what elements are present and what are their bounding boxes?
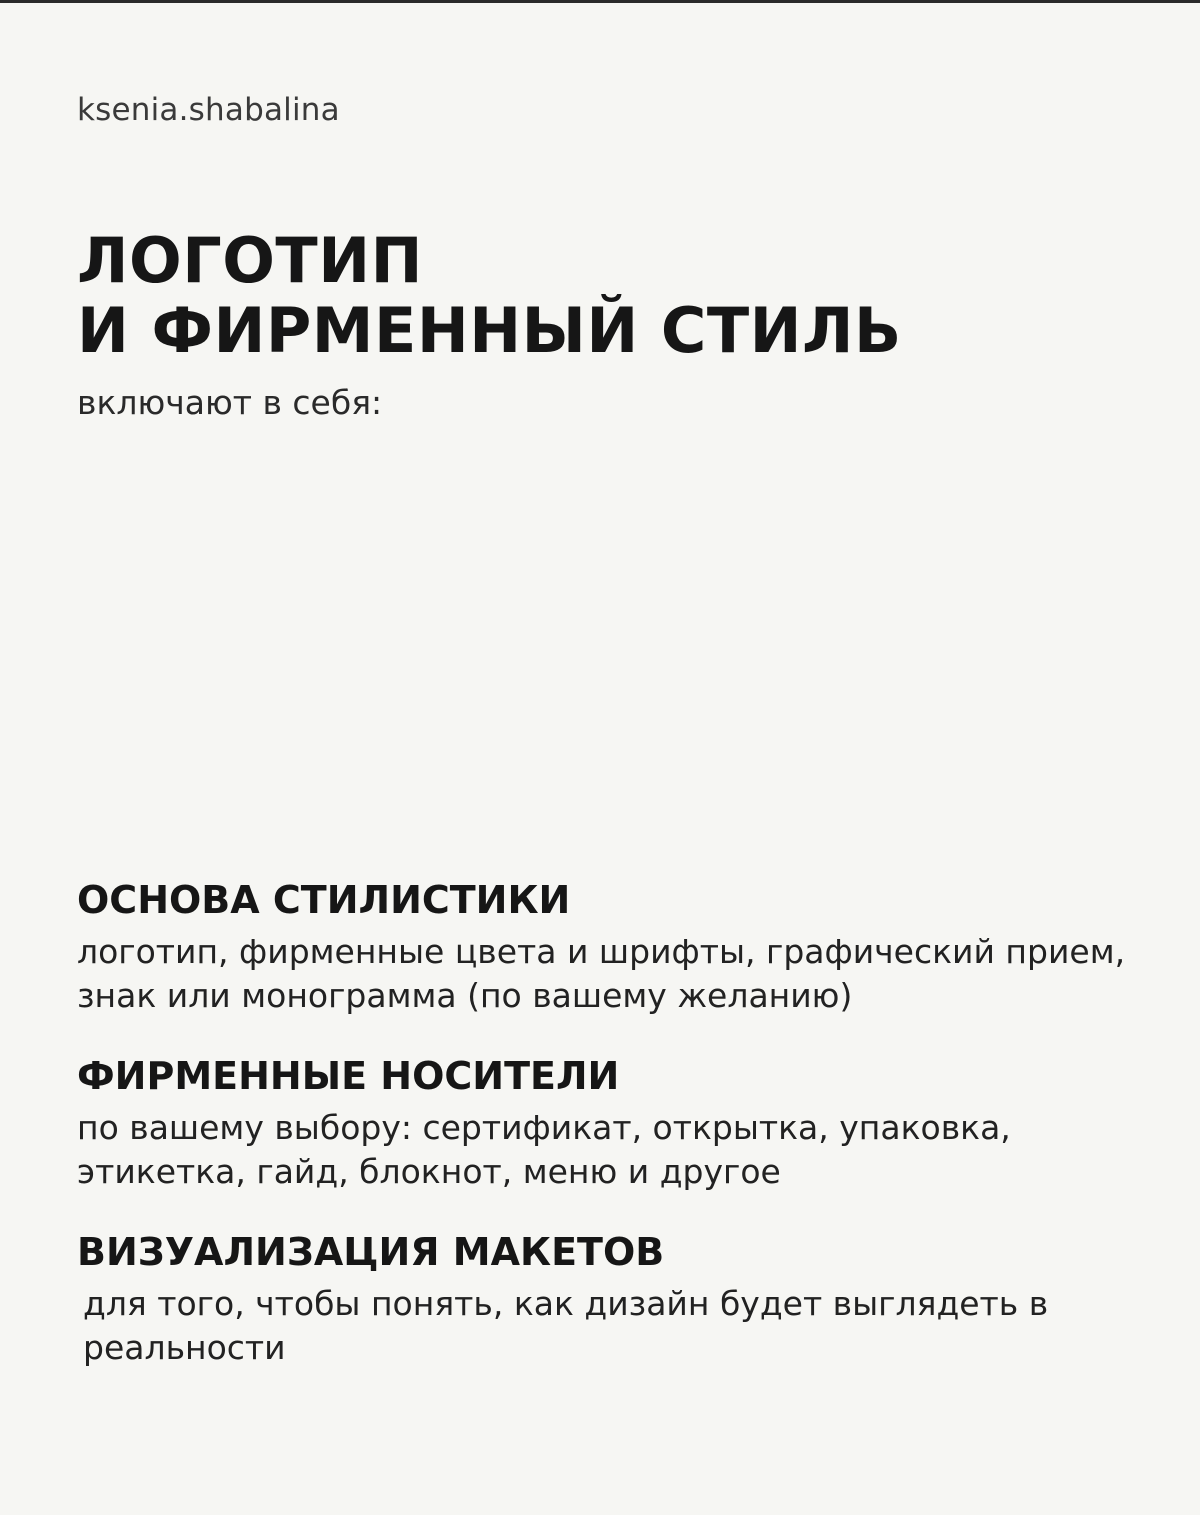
feature-list [77,876,1137,1404]
feature-heading: ОСНОВА СТИЛИСТИКИ [77,878,571,922]
page-title [77,226,902,366]
feature-description: для того, чтобы понять, как дизайн будет выглядеть в реальности [83,1284,1049,1367]
top-divider [0,0,1200,3]
feature-item-style-basis [77,876,1137,1018]
feature-item-mockup-visualization [77,1228,1137,1370]
page-title-line-2: И ФИРМЕННЫЙ СТИЛЬ [77,294,902,367]
feature-heading: ВИЗУАЛИЗАЦИЯ МАКЕТОВ [77,1230,665,1274]
feature-description: логотип, фирменные цвета и шрифты, графический прием, знак или монограмма (по вашему желанию) [77,932,1126,1015]
feature-description: по вашему выбору: сертификат, открытка, упаковка, этикетка, гайд, блокнот, меню и другое [77,1108,1011,1191]
feature-item-brand-media [77,1052,1137,1194]
page-subtitle: включают в себя: [77,383,383,422]
page-title-line-1: ЛОГОТИП [77,224,423,297]
author-handle: ksenia.shabalina [77,92,340,128]
feature-heading: ФИРМЕННЫЕ НОСИТЕЛИ [77,1054,620,1098]
